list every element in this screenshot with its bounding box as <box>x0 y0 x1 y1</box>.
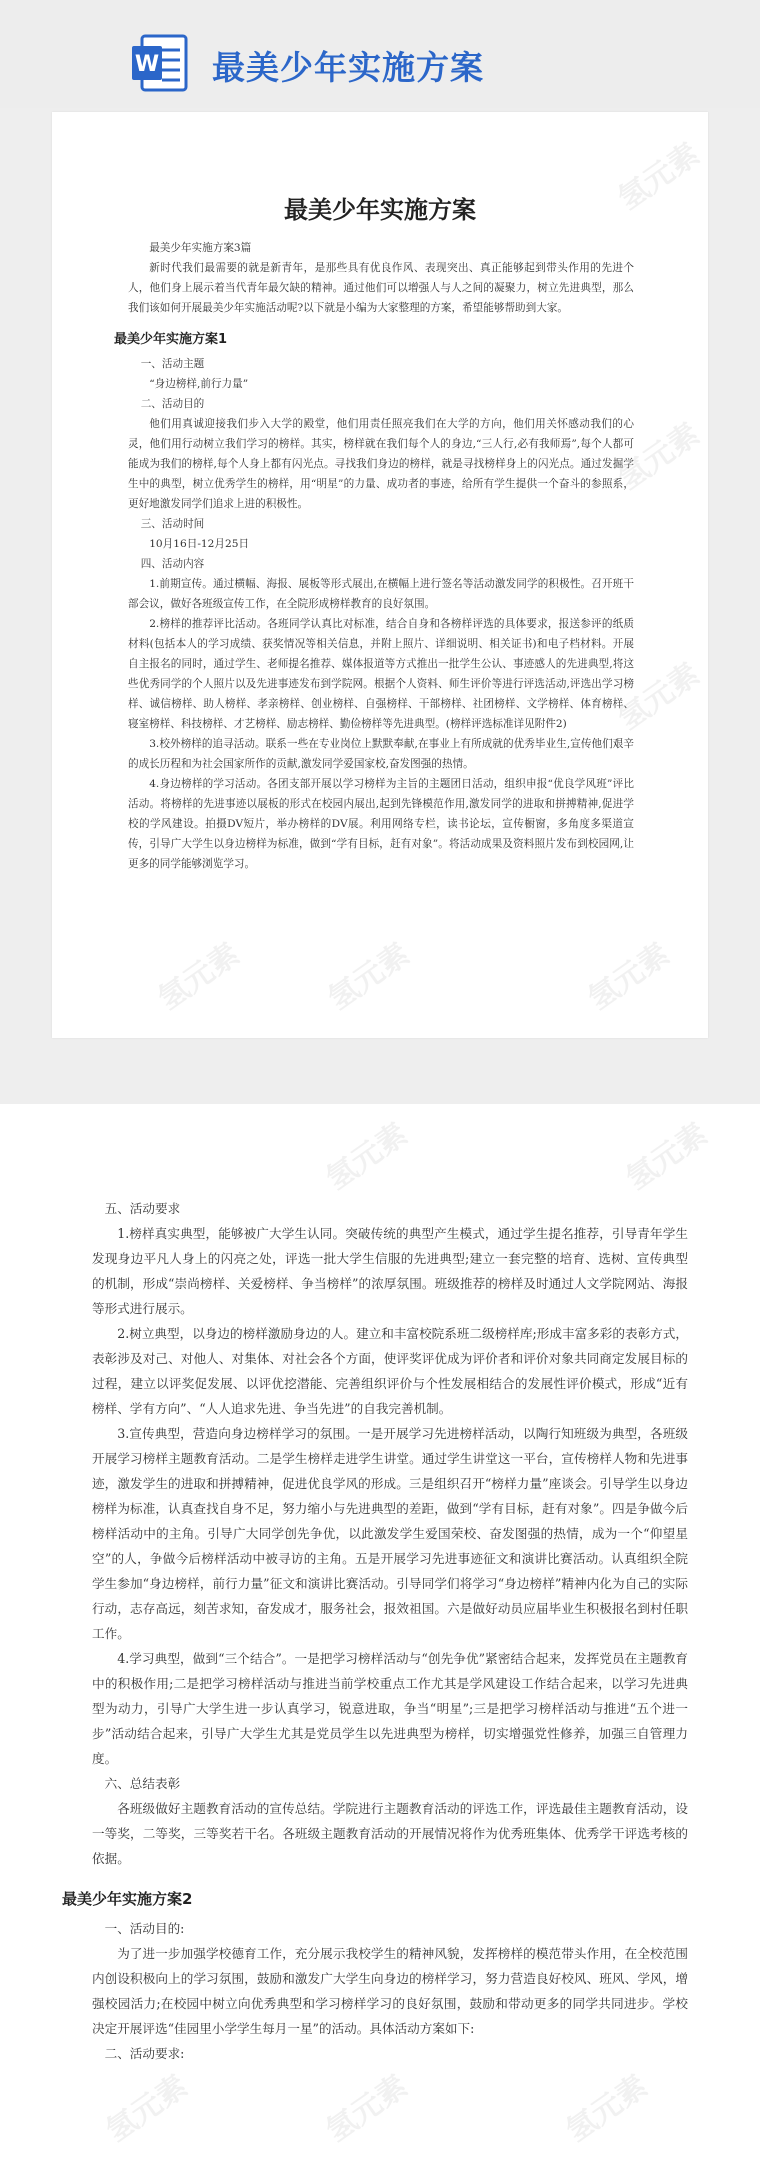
content-item-3: 3.校外榜样的追寻活动。联系一些在专业岗位上默默奉献,在事业上有所成就的优秀毕业生,宣传他们艰辛的成长历程和为社会国家所作的贡献,激发同学爱国家校,奋发图强的热情。 <box>128 738 634 770</box>
header-banner <box>0 0 760 108</box>
section-heading-purpose: 二、活动目的 <box>140 398 205 410</box>
section-heading-plan2-requirements: 二、活动要求: <box>104 2046 185 2061</box>
watermark: 氢元素 <box>612 136 706 218</box>
section-heading-summary: 六、总结表彰 <box>104 1776 181 1791</box>
content-item-1: 1.前期宣传。通过横幅、海报、展板等形式展出,在横幅上进行签名等活动激发同学的积极性。召开班干部会议，做好各班级宣传工作，在全院形成榜样教育的良好氛围。 <box>128 578 634 610</box>
watermark: 氢元素 <box>322 936 416 1018</box>
watermark: 氢元素 <box>582 936 676 1018</box>
plan-2-heading: 最美少年实施方案2 <box>62 1890 193 1908</box>
section-heading-theme: 一、活动主题 <box>140 358 205 370</box>
section-heading-content: 四、活动内容 <box>140 558 205 570</box>
watermark: 氢元素 <box>320 1116 414 1198</box>
watermark: 氢元素 <box>152 936 246 1018</box>
banner-title: 最美少年实施方案 <box>212 48 484 87</box>
document-page-1 <box>52 112 708 1038</box>
plan2-purpose-text: 为了进一步加强学校德育工作，充分展示我校学生的精神风貌，发挥榜样的模范带头作用，在全校范围内创设积极向上的学习氛围，鼓励和激发广大学生向身边的榜样学习，努力营造良好校风、班风、学风，增强校园活力;在校园中树立向优秀典型和学习榜样学习的良好氛围，鼓励和带动更多的同学共同进步。学校决定开展评选“佳园里小学学生每月一星”的活动。具体活动方案如下: <box>92 1946 688 2036</box>
requirement-1: 1.榜样真实典型，能够被广大学生认同。突破传统的典型产生模式，通过学生提名推荐，引导青年学生发现身边平凡人身上的闪亮之处，评选一批大学生信服的先进典型;建立一套完整的培育、选树、宣传典型的机制，形成“崇尚榜样、关爱榜样、争当榜样”的浓厚氛围。班级推荐的榜样及时通过人文学院网站、海报等形式进行展示。 <box>92 1226 688 1316</box>
word-document-icon <box>132 34 190 92</box>
watermark: 氢元素 <box>100 2068 194 2150</box>
requirement-4: 4.学习典型，做到“三个结合”。一是把学习榜样活动与“创先争优”紧密结合起来，发挥党员在主题教育中的积极作用;二是把学习榜样活动与推进当前学校重点工作尤其是学风建设工作结合起来，以学习先进典型为动力，引导广大学生进一步认真学习，锐意进取，争当“明星”;三是把学习榜样活动与推进“五个进一步”活动结合起来，引导广大学生尤其是党员学生以先进典型为榜样，切实增强党性修养，加强三自管理力度。 <box>92 1651 688 1766</box>
summary-text: 各班级做好主题教育活动的宣传总结。学院进行主题教育活动的评选工作，评选最佳主题教育活动，设一等奖，二等奖，三等奖若干名。各班级主题教育活动的开展情况将作为优秀班集体、优秀学干评选考核的依据。 <box>92 1801 688 1866</box>
time-text: 10月16日-12月25日 <box>149 538 250 550</box>
intro-paragraph: 新时代我们最需要的就是新青年，是那些具有优良作风、表现突出、真正能够起到带头作用的先进个人，他们身上展示着当代青年最欠缺的精神。通过他们可以增强人与人之间的凝聚力，树立先进典型，那么我们该如何开展最美少年实施活动呢?以下就是小编为大家整理的方案，希望能够帮助到大家。 <box>128 262 634 314</box>
plan-1-heading: 最美少年实施方案1 <box>114 332 228 347</box>
watermark: 氢元素 <box>612 656 706 738</box>
page-1-body <box>114 238 634 874</box>
logo-letter: W <box>134 52 160 77</box>
watermark: 氢元素 <box>560 2068 654 2150</box>
document-page-2 <box>0 1104 760 2178</box>
content-item-4: 4.身边榜样的学习活动。各团支部开展以学习榜样为主旨的主题团日活动，组织申报“优良学风班”评比活动。将榜样的先进事迹以展板的形式在校园内展出,起到先锋模范作用,激发同学的进取和拼搏精神,促进学校的学风建设。拍摄DV短片，举办榜样的DV展。利用网络专栏，读书论坛，宣传橱窗，多角度多渠道宣传，引导广大学生以身边榜样为标准，做到“学有目标，赶有对象”。将活动成果及资料照片发布到校园网,让更多的同学能够浏览学习。 <box>128 778 634 870</box>
purpose-text: 他们用真诚迎接我们步入大学的殿堂，他们用责任照亮我们在大学的方向，他们用关怀感动我们的心灵，他们用行动树立我们学习的榜样。其实，榜样就在我们每个人的身边,“三人行,必有我师焉”,每个人都可能成为我们的榜样,每个人身上都有闪光点。寻找我们身边的榜样，就是寻找榜样身上的闪光点。通过发掘学生中的典型，树立优秀学生的榜样，用“明星”的力量、成功者的事迹，给所有学生提供一个奋斗的参照系，更好地激发同学们追求上进的积极性。 <box>128 418 634 510</box>
watermark: 氢元素 <box>620 1116 714 1198</box>
page-title: 最美少年实施方案 <box>284 195 476 224</box>
theme-text: “身边榜样,前行力量” <box>149 378 249 390</box>
watermark: 氢元素 <box>320 2068 414 2150</box>
watermark: 氢元素 <box>612 416 706 498</box>
requirement-2: 2.树立典型，以身边的榜样激励身边的人。建立和丰富校院系班二级榜样库;形成丰富多彩的表彰方式，表彰涉及对己、对他人、对集体、对社会各个方面，使评奖评优成为评价者和评价对象共同商定发展目标的过程，建立以评奖促发展、以评优挖潜能、完善组织评价与个性发展相结合的发展性评价模式，形成“近有榜样、学有方向”、“人人追求先进、争当先进”的自我完善机制。 <box>92 1326 688 1416</box>
section-heading-time: 三、活动时间 <box>140 518 205 530</box>
doc-subtitle: 最美少年实施方案3篇 <box>149 242 252 254</box>
section-heading-requirements: 五、活动要求 <box>104 1201 181 1216</box>
section-heading-plan2-purpose: 一、活动目的: <box>104 1921 185 1936</box>
requirement-3: 3.宣传典型，营造向身边榜样学习的氛围。一是开展学习先进榜样活动，以陶行知班级为典型，各班级开展学习榜样主题教育活动。二是学生榜样走进学生讲堂。通过学生讲堂这一平台，宣传榜样人物和先进事迹，激发学生的进取和拼搏精神，促进优良学风的形成。三是组织召开“榜样力量”座谈会。引导学生以身边榜样为标准，认真查找自身不足，努力缩小与先进典型的差距，做到“学有目标，赶有对象”。四是争做今后榜样活动中的主角。引导广大同学创先争优，以此激发学生爱国荣校、奋发图强的热情，成为一个“仰望星空”的人，争做今后榜样活动中被寻访的主角。五是开展学习先进事迹征文和演讲比赛活动。认真组织全院学生参加“身边榜样，前行力量”征文和演讲比赛活动。引导同学们将学习“身边榜样”精神内化为自己的实际行动，志存高远，刻苦求知，奋发成才，服务社会，报效祖国。六是做好动员应届毕业生积极报名到村任职工作。 <box>92 1426 688 1641</box>
page-2-body <box>62 1196 688 2066</box>
content-item-2: 2.榜样的推荐评比活动。各班同学认真比对标准，结合自身和各榜样评选的具体要求，报送参评的纸质材料(包括本人的学习成绩、获奖情况等相关信息，并附上照片、详细说明、相关证书)和电子档材料。开展自主报名的同时，通过学生、老师提名推荐、媒体报道等方式推出一批学生公认、事迹感人的先进典型,将这些优秀同学的个人照片以及先进事迹发布到学院网。根据个人资料、师生评价等进行评选活动,评选出学习榜样、诚信榜样、助人榜样、孝亲榜样、创业榜样、自强榜样、干部榜样、社团榜样、文学榜样、体育榜样、寝室榜样、科技榜样、才艺榜样、励志榜样、勤俭榜样等先进典型。(榜样评选标准详见附件2) <box>128 618 634 730</box>
